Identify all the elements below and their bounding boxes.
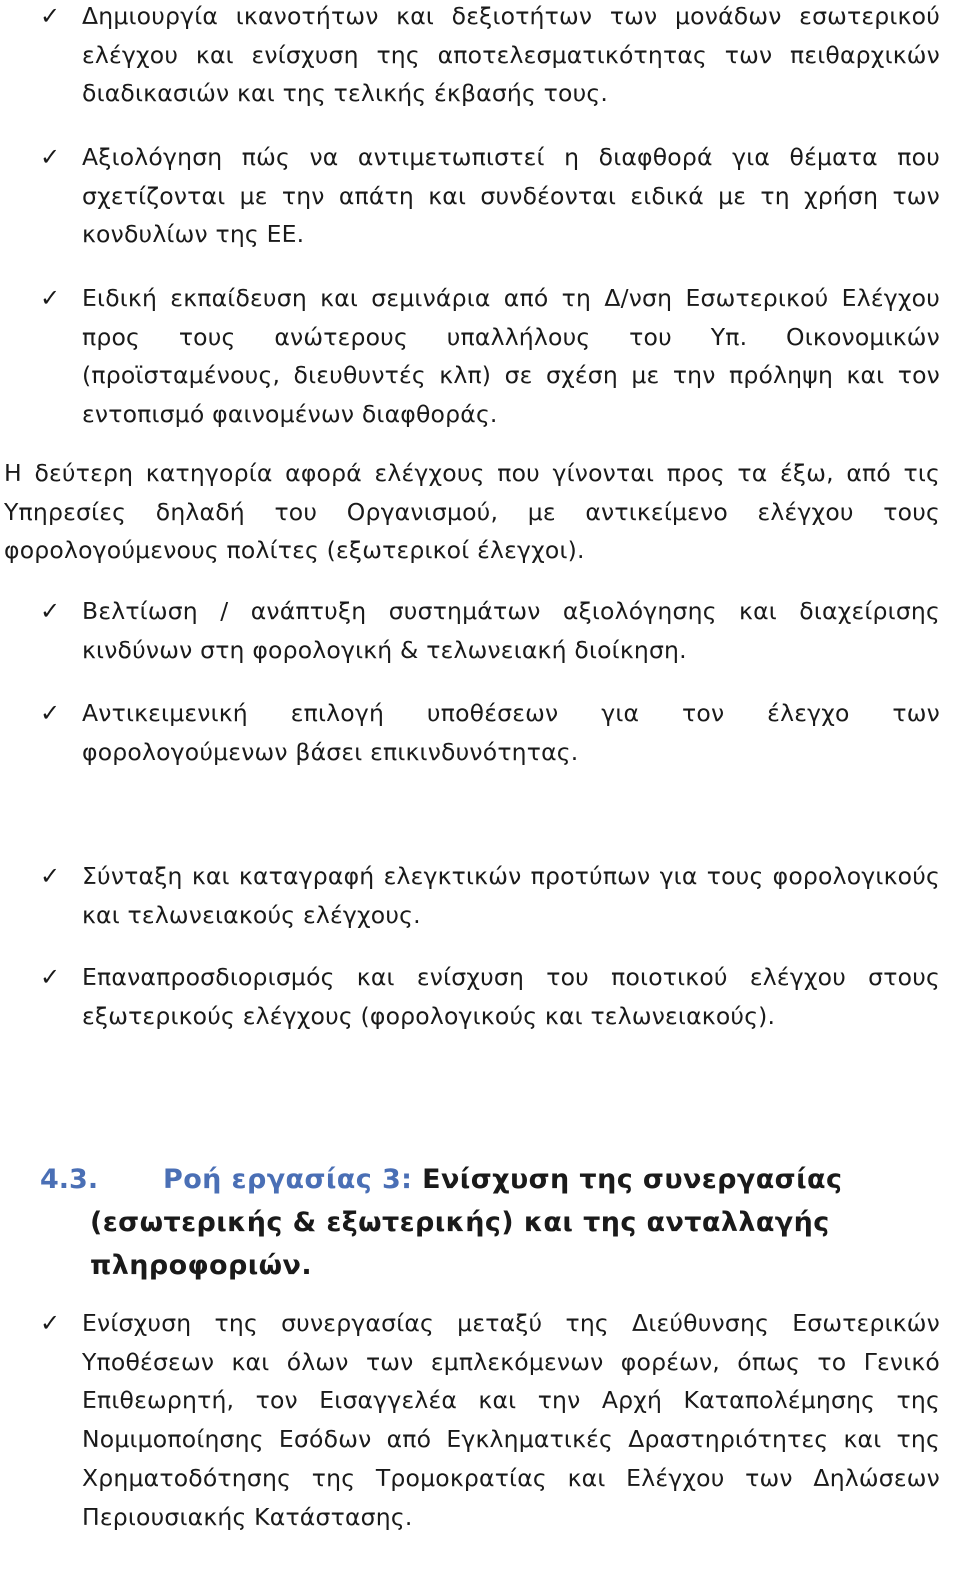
checkmark-icon: ✓ [40,963,61,991]
bullet-text: Ενίσχυση της συνεργασίας μεταξύ της Διεύθυνσης Εσωτερικών Υποθέσεων και όλων των εμπλεκόμενων φορέων, όπως το Γενικό Επιθεωρητή, τον Εισαγγελέα και την Αρχή Καταπολέμησης της Νομιμοποίησης Εσόδων από Εγκληματικές Δραστηριότητες και της Χρηματοδότησης της Τρομοκρατίας και Ελέγχου των Δηλώσεων Περιουσιακής Κατάστασης. [82,1309,940,1531]
checkmark-icon: ✓ [40,699,61,727]
bullet-text: Σύνταξη και καταγραφή ελεγκτικών προτύπων για τους φορολογικούς και τελωνειακούς ελέγχους. [82,862,940,929]
checkmark-icon: ✓ [40,597,61,625]
body-paragraph: Η δεύτερη κατηγορία αφορά ελέγχους που γίνονται προς τα έξω, από τις Υπηρεσίες δηλαδή του Οργανισμού, με αντικείμενο ελέγχου τους φορολογούμενους πολίτες (εξωτερικοί έλεγχοι). [4,459,940,565]
bullet-text: Δημιουργία ικανοτήτων και δεξιοτήτων των μονάδων εσωτερικού ελέγχου και ενίσχυση της αποτελεσματικότητας των πειθαρχικών διαδικασιών και της τελικής έκβασής τους. [82,2,940,108]
checkmark-icon: ✓ [40,2,61,30]
checkmark-icon: ✓ [40,862,61,890]
section-number: 4.3. [40,1164,99,1195]
bullet-text: Αντικειμενική επιλογή υποθέσεων για τον έλεγχο των φορολογούμενων βάσει επικινδυνότητας. [82,699,940,766]
bullet-text: Βελτίωση / ανάπτυξη συστημάτων αξιολόγησης και διαχείρισης κινδύνων στη φορολογική & τελωνειακή διοίκηση. [82,597,940,664]
bullet-text: Επαναπροσδιορισμός και ενίσχυση του ποιοτικού ελέγχου στους εξωτερικούς ελέγχους (φορολογικούς και τελωνειακούς). [82,963,940,1030]
checkmark-icon: ✓ [40,143,61,171]
section-title-prefix: Ροή εργασίας 3: [163,1164,413,1195]
checkmark-icon: ✓ [40,284,61,312]
checkmark-icon: ✓ [40,1309,61,1337]
bullet-text: Αξιολόγηση πώς να αντιμετωπιστεί η διαφθορά για θέματα που σχετίζονται με την απάτη και συνδέονται ειδικά με τη χρήση των κονδυλίων της ΕΕ. [82,143,940,249]
bullet-text: Ειδική εκπαίδευση και σεμινάρια από τη Δ/νση Εσωτερικού Ελέγχου προς τους ανώτερους υπαλλήλους του Υπ. Οικονομικών (προϊσταμένους, διευθυντές κλπ) σε σχέση με την πρόληψη και τον εντοπισμό φαινομένων διαφθοράς. [82,284,940,429]
section-title-main: Ενίσχυση της συνεργασίας (εσωτερικής & εξωτερικής) και της ανταλλαγής πληροφοριών. [90,1164,843,1281]
section-title [90,1158,910,1287]
